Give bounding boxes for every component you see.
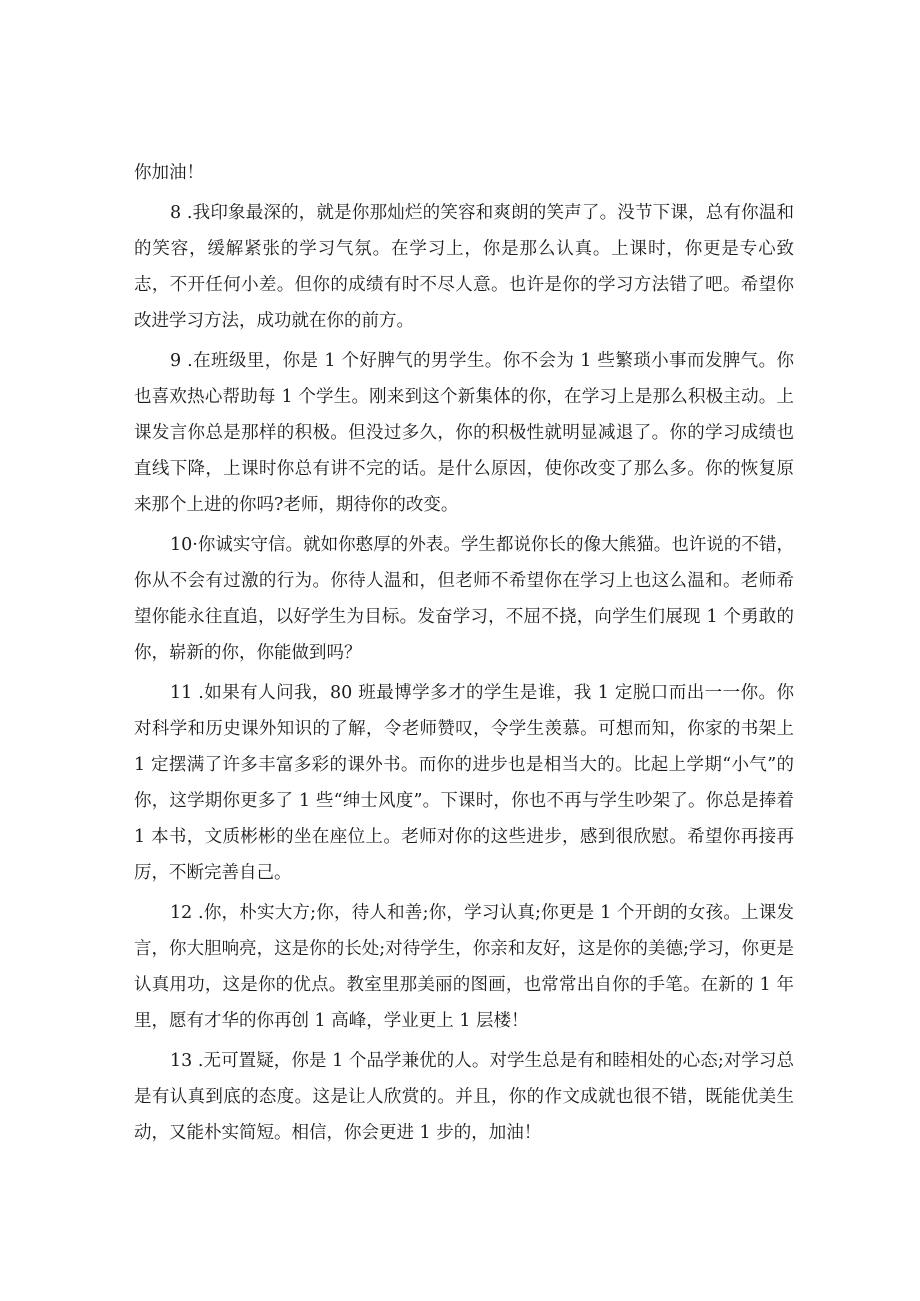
paragraph-item-11: 11 .如果有人问我，80 班最博学多才的学生是谁，我 1 定脱口而出一一你。你对科学和历史课外知识的了解，令老师赞叹，令学生羡慕。可想而知，你家的书架上 1 定摆满了许多丰富多彩的课外书。而你的进步也是相当大的。比起上学期“小气”的你，这学期你更多了 1 些“绅士风度”。下课时，你也不再与学生吵架了。你总是捧着 1 本书，文质彬彬的坐在座位上。老师对你的这些进步，感到很欣慰。希望你再接再厉，不断完善自己。 [134,683,794,883]
paragraph-item-10: 10·你诚实守信。就如你憨厚的外表。学生都说你长的像大熊猫。也许说的不错，你从不会有过激的行为。你待人温和，但老师不希望你在学习上也这么温和。老师希望你能永往直追，以好学生为目标。发奋学习，不屈不挠，向学生们展现 1 个勇敢的你，崭新的你，你能做到吗？ [134,535,794,663]
paragraph-continuation: 你加油！ [134,163,204,183]
paragraph-item-9: 9 .在班级里，你是 1 个好脾气的男学生。你不会为 1 些繁琐小事而发脾气。你也喜欢热心帮助每 1 个学生。刚来到这个新集体的你，在学习上是那么积极主动。上课发言你总是那样的积极。但没过多久，你的积极性就明显减退了。你的学习成绩也直线下降，上课时你总有讲不完的话。是什么原因，使你改变了那么多。你的恢复原来那个上进的你吗?老师，期待你的改变。 [134,351,794,515]
paragraph-item-13: 13 .无可置疑，你是 1 个品学兼优的人。对学生总是有和睦相处的心态;对学习总是有认真到底的态度。这是让人欣赏的。并且，你的作文成就也很不错，既能优美生动，又能朴实简短。相信，你会更进 1 步的，加油！ [134,1051,794,1143]
paragraph-item-8: 8 .我印象最深的，就是你那灿烂的笑容和爽朗的笑声了。没节下课，总有你温和的笑容，缓解紧张的学习气氛。在学习上，你是那么认真。上课时，你更是专心致志，不开任何小差。但你的成绩有时不尽人意。也许是你的学习方法错了吧。希望你改进学习方法，成功就在你的前方。 [134,203,794,331]
paragraph-item-12: 12 .你，朴实大方;你，待人和善;你，学习认真;你更是 1 个开朗的女孩。上课发言，你大胆响亮，这是你的长处;对待学生，你亲和友好，这是你的美德;学习，你更是认真用功，这是你的优点。教室里那美丽的图画，也常常出自你的手笔。在新的 1 年里，愿有才华的你再创 1 高峰，学业更上 1 层楼！ [134,903,794,1031]
document-body [134,155,794,1155]
